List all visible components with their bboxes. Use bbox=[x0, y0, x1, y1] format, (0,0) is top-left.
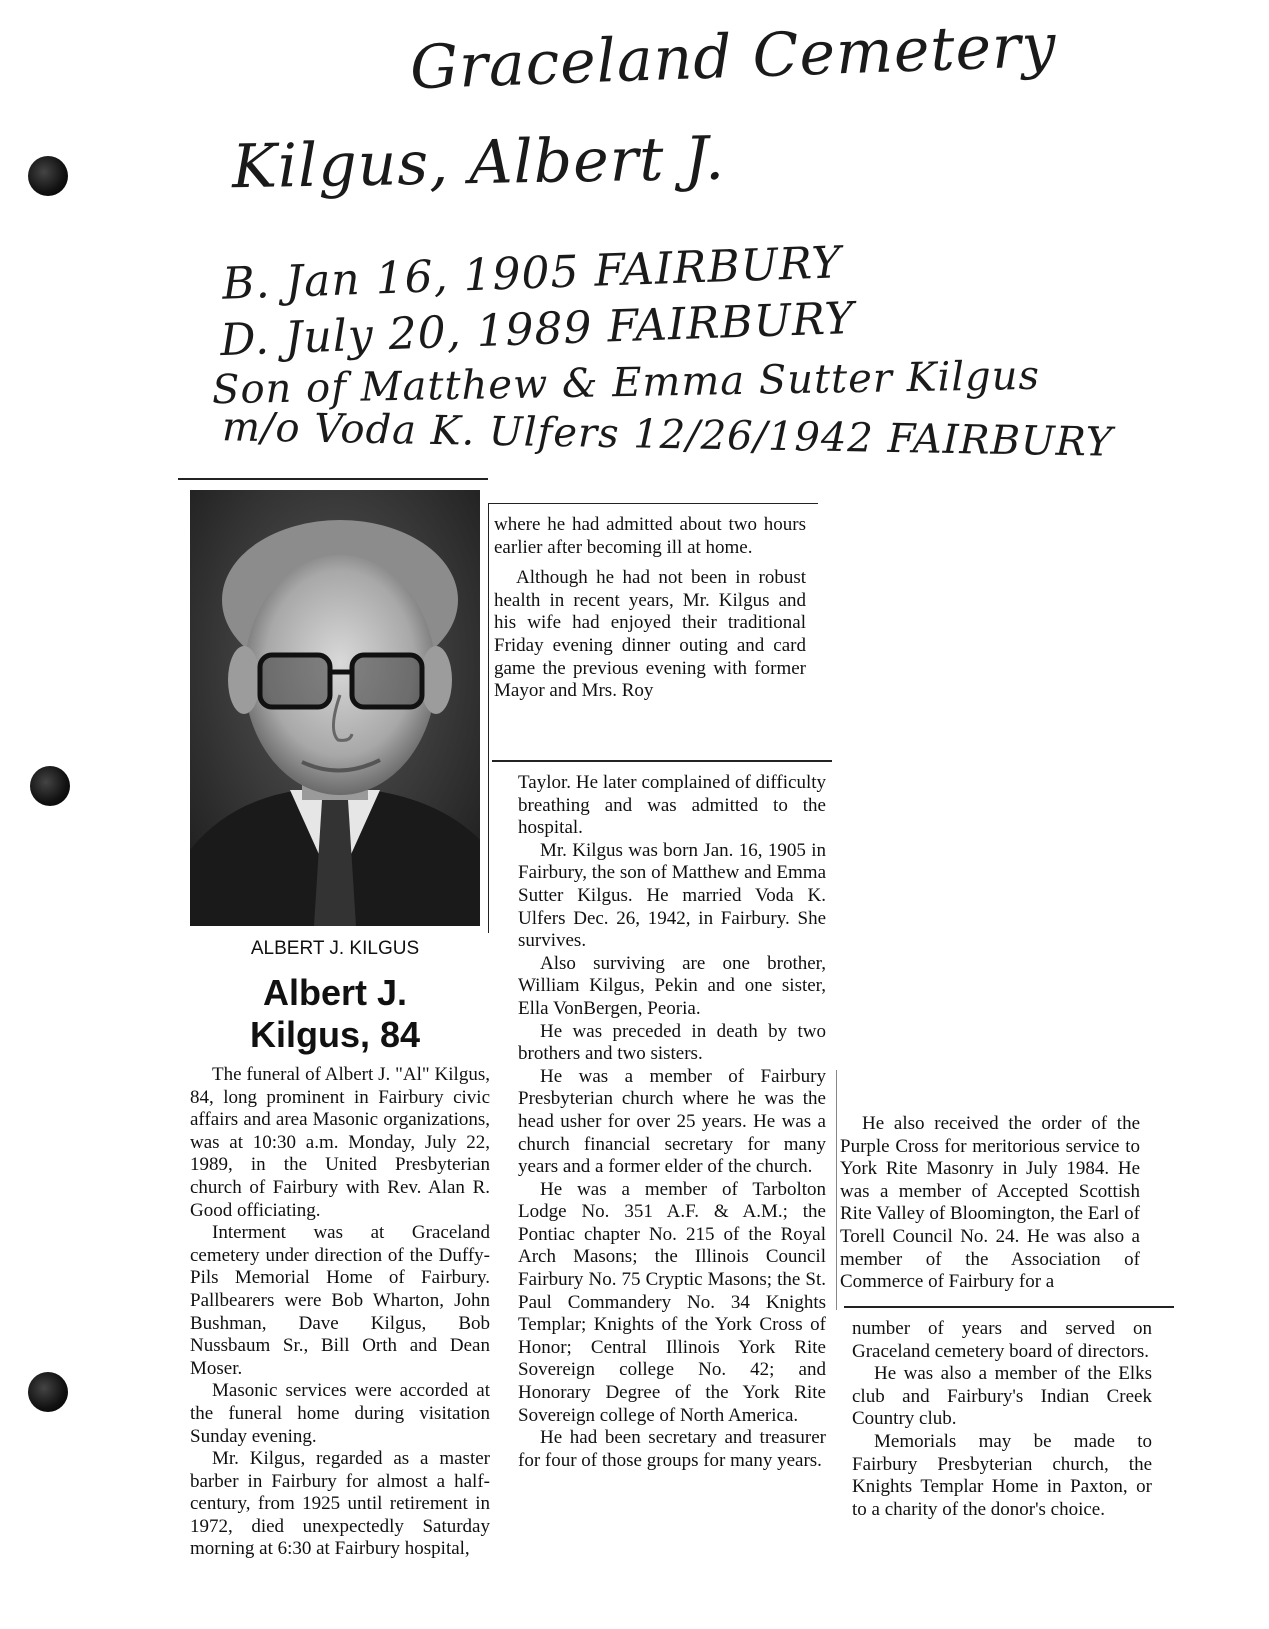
paragraph: where he had admitted about two hours earlier after becoming ill at home. bbox=[494, 514, 806, 558]
paragraph: He had been secretary and treasurer for four of those groups for many years. bbox=[518, 1427, 826, 1471]
handwritten-death: D. July 20, 1989 FAIRBURY bbox=[219, 292, 856, 367]
handwritten-parents: Son of Matthew & Emma Sutter Kilgus bbox=[211, 352, 1041, 414]
paragraph: Masonic services were accorded at the funeral home during visitation Sunday evening. bbox=[190, 1380, 490, 1447]
paragraph: Mr. Kilgus was born Jan. 16, 1905 in Fairbury, the son of Matthew and Emma Sutter Kilgus. He married Voda K. Ulfers Dec. 26, 1942, in Fairbury. She survives. bbox=[518, 839, 826, 952]
article-column-3-bottom bbox=[852, 1318, 1152, 1521]
paragraph: He was preceded in death by two brothers and two sisters. bbox=[518, 1020, 826, 1065]
paragraph: Memorials may be made to Fairbury Presbyterian church, the Knights Templar Home in Paxton, or to a charity of the donor's choice. bbox=[852, 1430, 1152, 1520]
punch-hole-middle bbox=[30, 766, 70, 806]
portrait-illustration bbox=[190, 490, 480, 926]
paragraph: Although he had not been in robust health in recent years, Mr. Kilgus and his wife had enjoyed their traditional Friday evening dinner outing and card game the previous evening with former Mayor and Mrs. Roy bbox=[494, 567, 806, 702]
article-column-1 bbox=[190, 1064, 490, 1561]
headline-line-1: Albert J. bbox=[262, 972, 408, 1013]
paragraph: Also surviving are one brother, William Kilgus, Pekin and one sister, Ella VonBergen, Peoria. bbox=[518, 952, 826, 1019]
paragraph: Taylor. He later complained of difficulty breathing and was admitted to the hospital. bbox=[518, 772, 826, 839]
paragraph: Mr. Kilgus, regarded as a master barber in Fairbury for almost a half-century, from 1925 until retirement in 1972, died unexpectedly Saturday morning at 6:30 at Fairbury hospital, bbox=[190, 1448, 490, 1560]
handwritten-cemetery-name: Graceland Cemetery bbox=[408, 10, 1058, 104]
clipping-top-border bbox=[178, 478, 488, 480]
paragraph: He was also a member of the Elks club and Fairbury's Indian Creek Country club. bbox=[852, 1363, 1152, 1430]
paragraph: number of years and served on Graceland cemetery board of directors. bbox=[852, 1318, 1152, 1362]
paragraph: He also received the order of the Purple Cross for meritorious service to York Rite Masonry in July 1984. He was a member of Accepted Scottish Rite Valley of Bloomington, the Earl of Torell Council No. 24. He was also a member of the Association of Commerce of Fairbury for a bbox=[840, 1113, 1140, 1293]
column-divider-2 bbox=[836, 1070, 837, 1310]
portrait-photo bbox=[190, 490, 480, 926]
article-column-2-top bbox=[494, 514, 806, 703]
photo-caption: ALBERT J. KILGUS bbox=[250, 938, 420, 959]
paragraph: He was a member of Fairbury Presbyterian church where he was the head usher for over 25 years. He was a church financial secretary for many years and a former elder of the church. bbox=[518, 1065, 826, 1178]
handwritten-birth: B. Jan 16, 1905 FAIRBURY bbox=[221, 237, 843, 310]
column2-top-border bbox=[488, 503, 818, 504]
punch-hole-bottom bbox=[28, 1372, 68, 1412]
handwritten-deceased-name: Kilgus, Albert J. bbox=[231, 123, 726, 203]
article-column-2-bottom bbox=[518, 772, 826, 1472]
paragraph: The funeral of Albert J. "Al" Kilgus, 84, long prominent in Fairbury civic affairs and area Masonic organizations, was at 10:30 a.m. Monday, July 22, 1989, in the United Presbyterian church of Fairbury with Rev. Alan R. Good officiating. bbox=[190, 1064, 490, 1221]
punch-hole-top bbox=[28, 156, 68, 196]
column-divider-1 bbox=[488, 503, 489, 933]
paragraph: He was a member of Tarbolton Lodge No. 351 A.F. & A.M.; the Pontiac chapter No. 215 of the Royal Arch Masons; the Illinois Council Fairbury No. 75 Cryptic Masons; the St. Paul Commandery No. 34 Knights Templar; Knights of the York Cross of Honor; Central Illinois York Rite Sovereign college No. 42; and Honorary Degree of the York Rite Sovereign college of North America. bbox=[518, 1178, 826, 1426]
obituary-headline bbox=[190, 972, 480, 1056]
headline-line-2: Kilgus, 84 bbox=[249, 1014, 421, 1055]
article-column-3-top bbox=[840, 1113, 1140, 1294]
column3-split-rule bbox=[844, 1306, 1174, 1308]
paragraph: Interment was at Graceland cemetery under direction of the Duffy-Pils Memorial Home of Fairbury. Pallbearers were Bob Wharton, John Bushman, Dave Kilgus, Bob Nussbaum Sr., Bill Orth and Dean Moser. bbox=[190, 1222, 490, 1379]
handwritten-marriage: m/o Voda K. Ulfers 12/26/1942 FAIRBURY bbox=[221, 404, 1114, 466]
column2-split-rule bbox=[492, 760, 832, 762]
